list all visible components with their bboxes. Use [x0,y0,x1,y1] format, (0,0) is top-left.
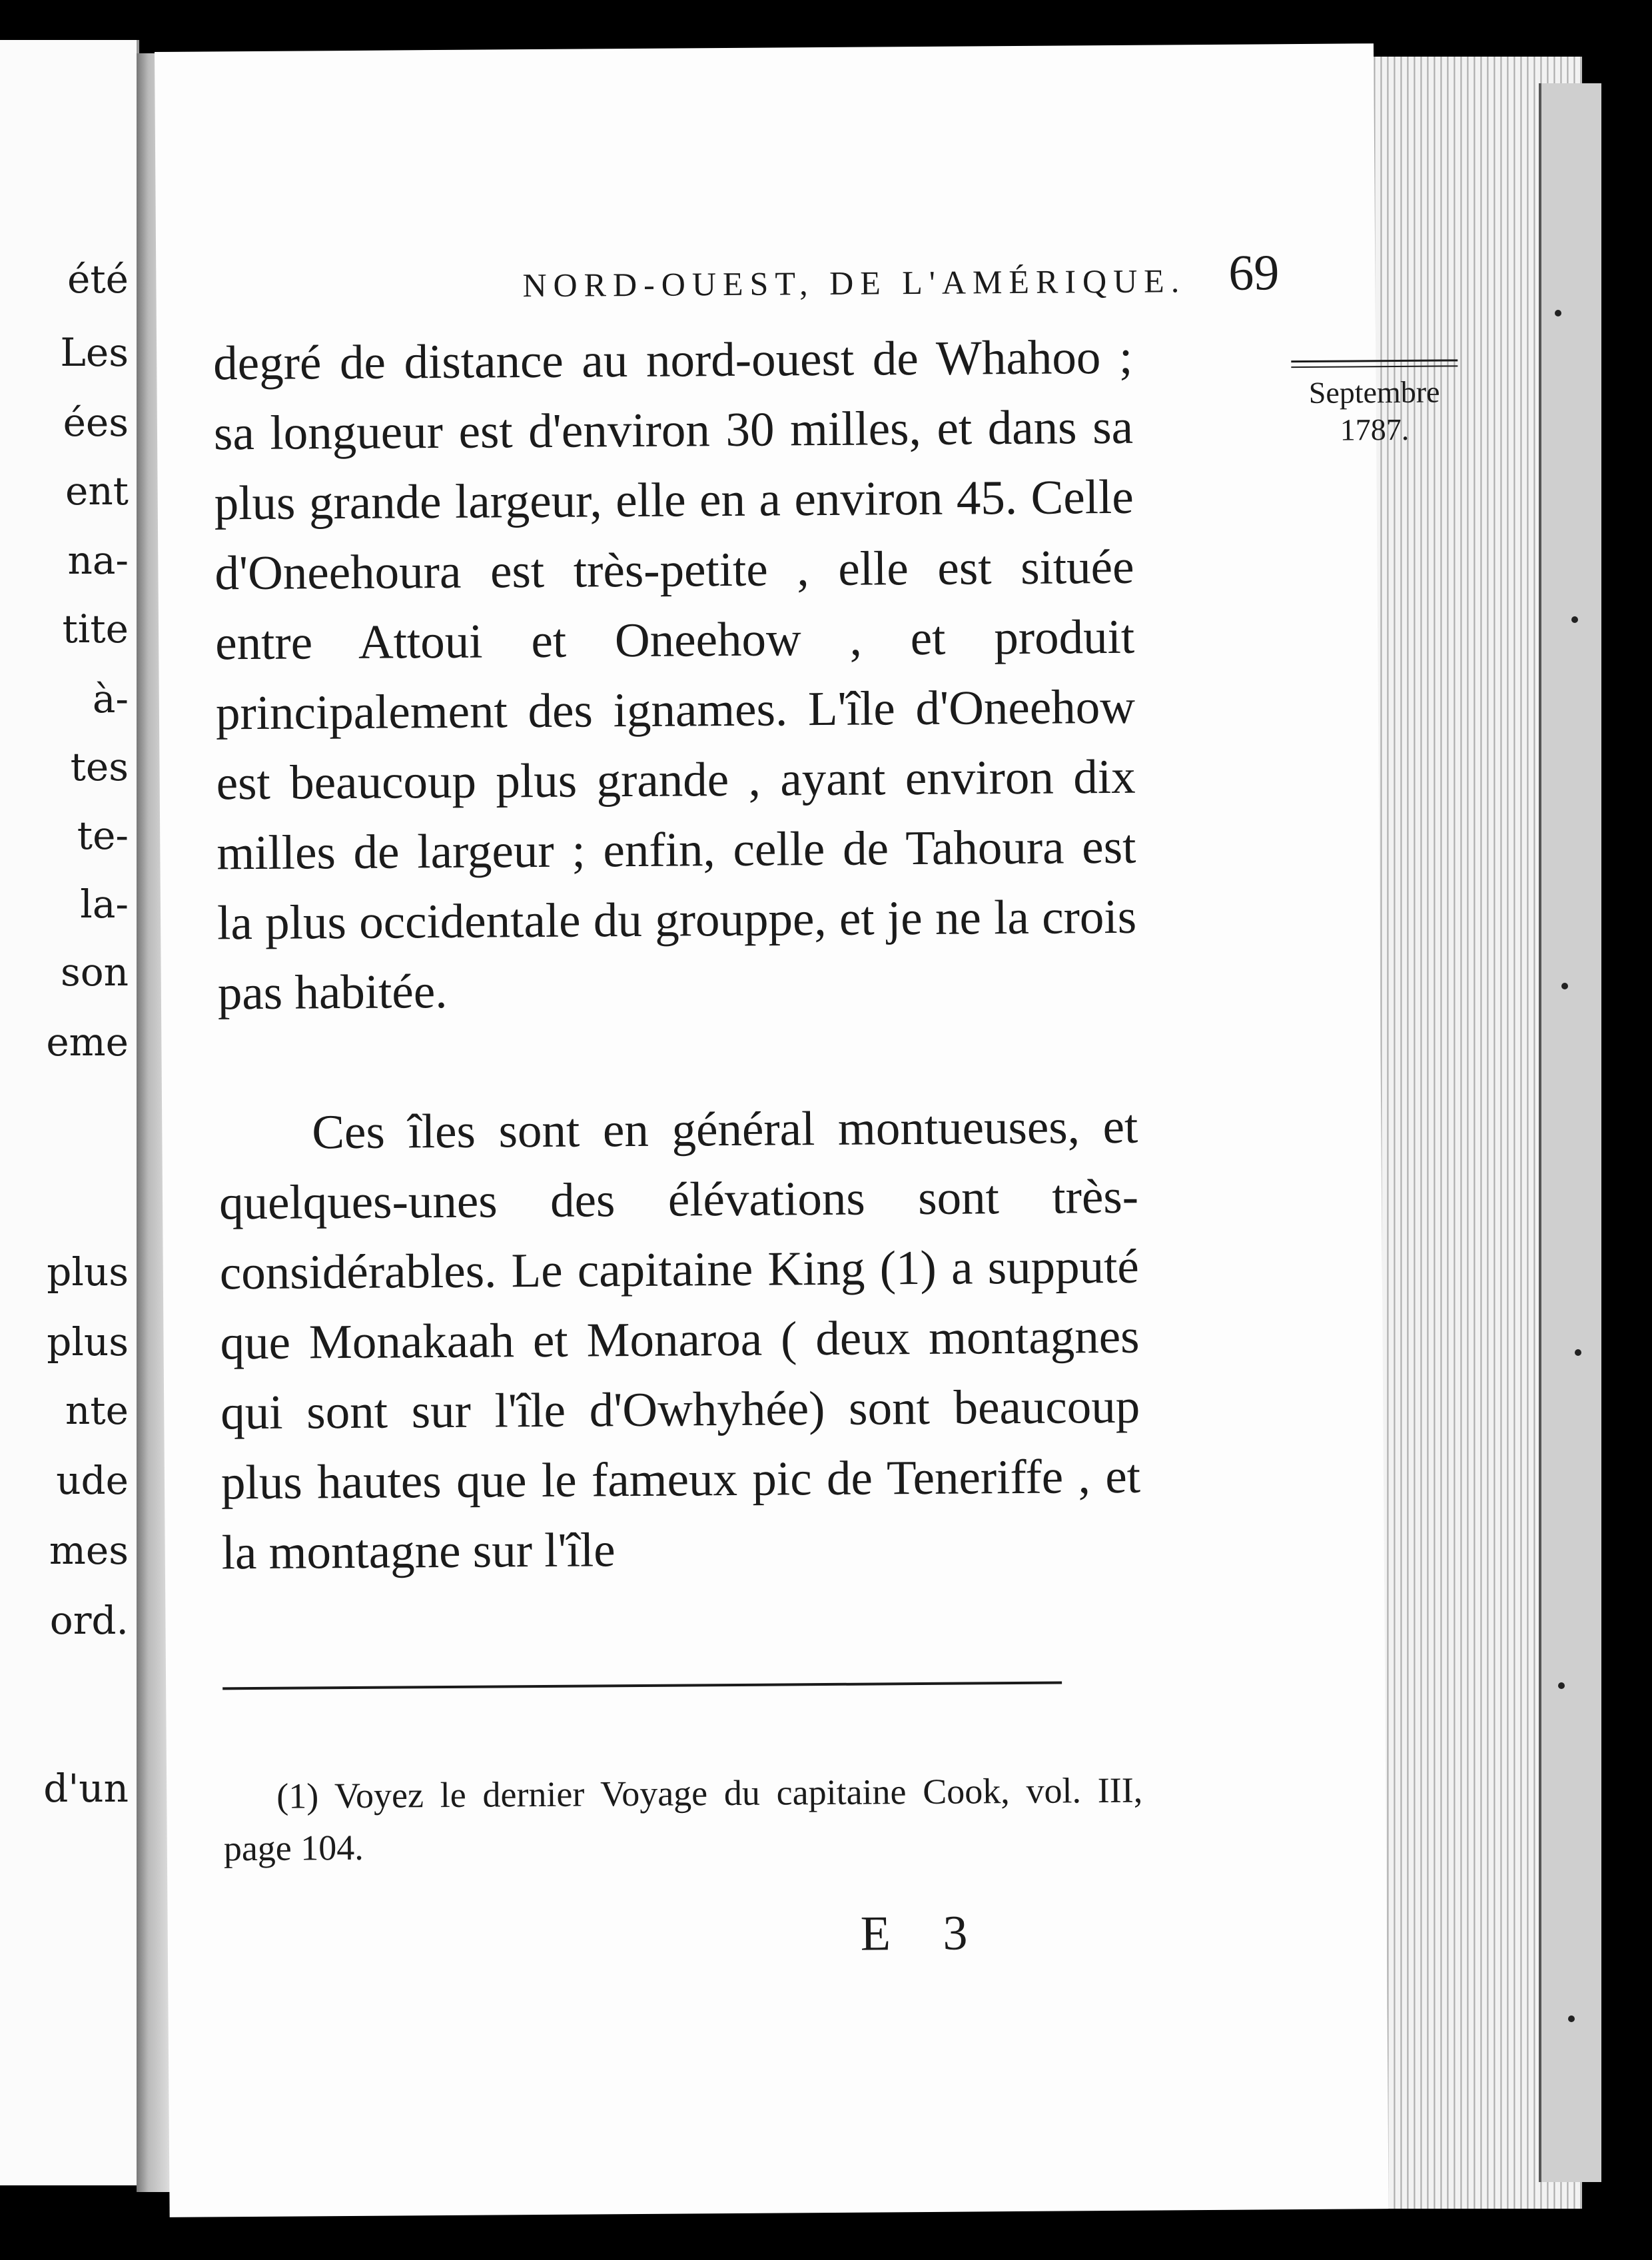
left-page-line: ées [63,400,129,445]
left-page-line: à- [92,676,129,722]
left-page-line: la- [80,881,129,927]
left-page-line: plus [47,1249,129,1295]
running-head: NORD-OUEST, DE L'AMÉRIQUE. [522,262,1186,304]
left-page-line: te- [77,813,129,858]
page-header [369,224,1289,310]
left-page-line: ude [56,1458,129,1503]
footnote-text: (1) Voyez le dernier Voyage du capitaine Cook, vol. III, page 104. [223,1770,1143,1869]
body-text [213,322,1141,1588]
book-back-board [1539,83,1601,2182]
left-page-line: mes [49,1528,129,1573]
left-page-line: ent [65,468,129,514]
book-page [155,43,1440,2217]
left-page-line: d'un [43,1766,129,1811]
left-page-line: son [60,949,129,995]
footnote [223,1764,1143,1875]
paragraph: Ces îles sont en général montueuses, et quelques-unes des élévations sont très-considérables. Le capitaine King (1) a supputé que Monakaah et Monaroa ( deux montagnes qui sont sur l'île d'Owhyhée) sont beaucoup plus hautes que le fameux pic de Teneriffe , et la montagne sur l'île [218,1099,1141,1580]
page-number: 69 [1228,245,1280,301]
margin-month: Septembre [1308,374,1440,410]
left-page-line: été [67,257,129,302]
left-page-line: nte [65,1388,129,1433]
margin-rule [1291,359,1457,368]
margin-date-note [1282,359,1466,449]
left-page-fragment [0,40,139,2185]
left-page-line: tite [62,606,129,652]
footnote-rule [222,1682,1062,1690]
left-page-line: eme [46,1019,129,1065]
left-page-line: Les [60,330,129,375]
margin-year: 1787. [1340,412,1410,447]
left-page-line: ord. [49,1598,129,1643]
left-page-line: tes [70,744,129,790]
left-page-line: plus [47,1319,129,1365]
paragraph: degré de distance au nord-ouest de Whahoo ; sa longueur est d'environ 30 milles, et dans sa plus grande largeur, elle en a environ 45. Celle d'Oneehoura est très-petite , elle est située entre Attoui et Oneehow , et produit principalement des ignames. L'île d'Oneehow est beaucoup plus grande , ayant environ dix milles de largeur ; enfin, celle de Tahoura est la plus occidentale du grouppe, et je ne la crois pas habitée. [212,329,1137,1020]
left-page-line: na- [67,538,129,583]
signature-mark: E 3 [860,1906,988,1962]
